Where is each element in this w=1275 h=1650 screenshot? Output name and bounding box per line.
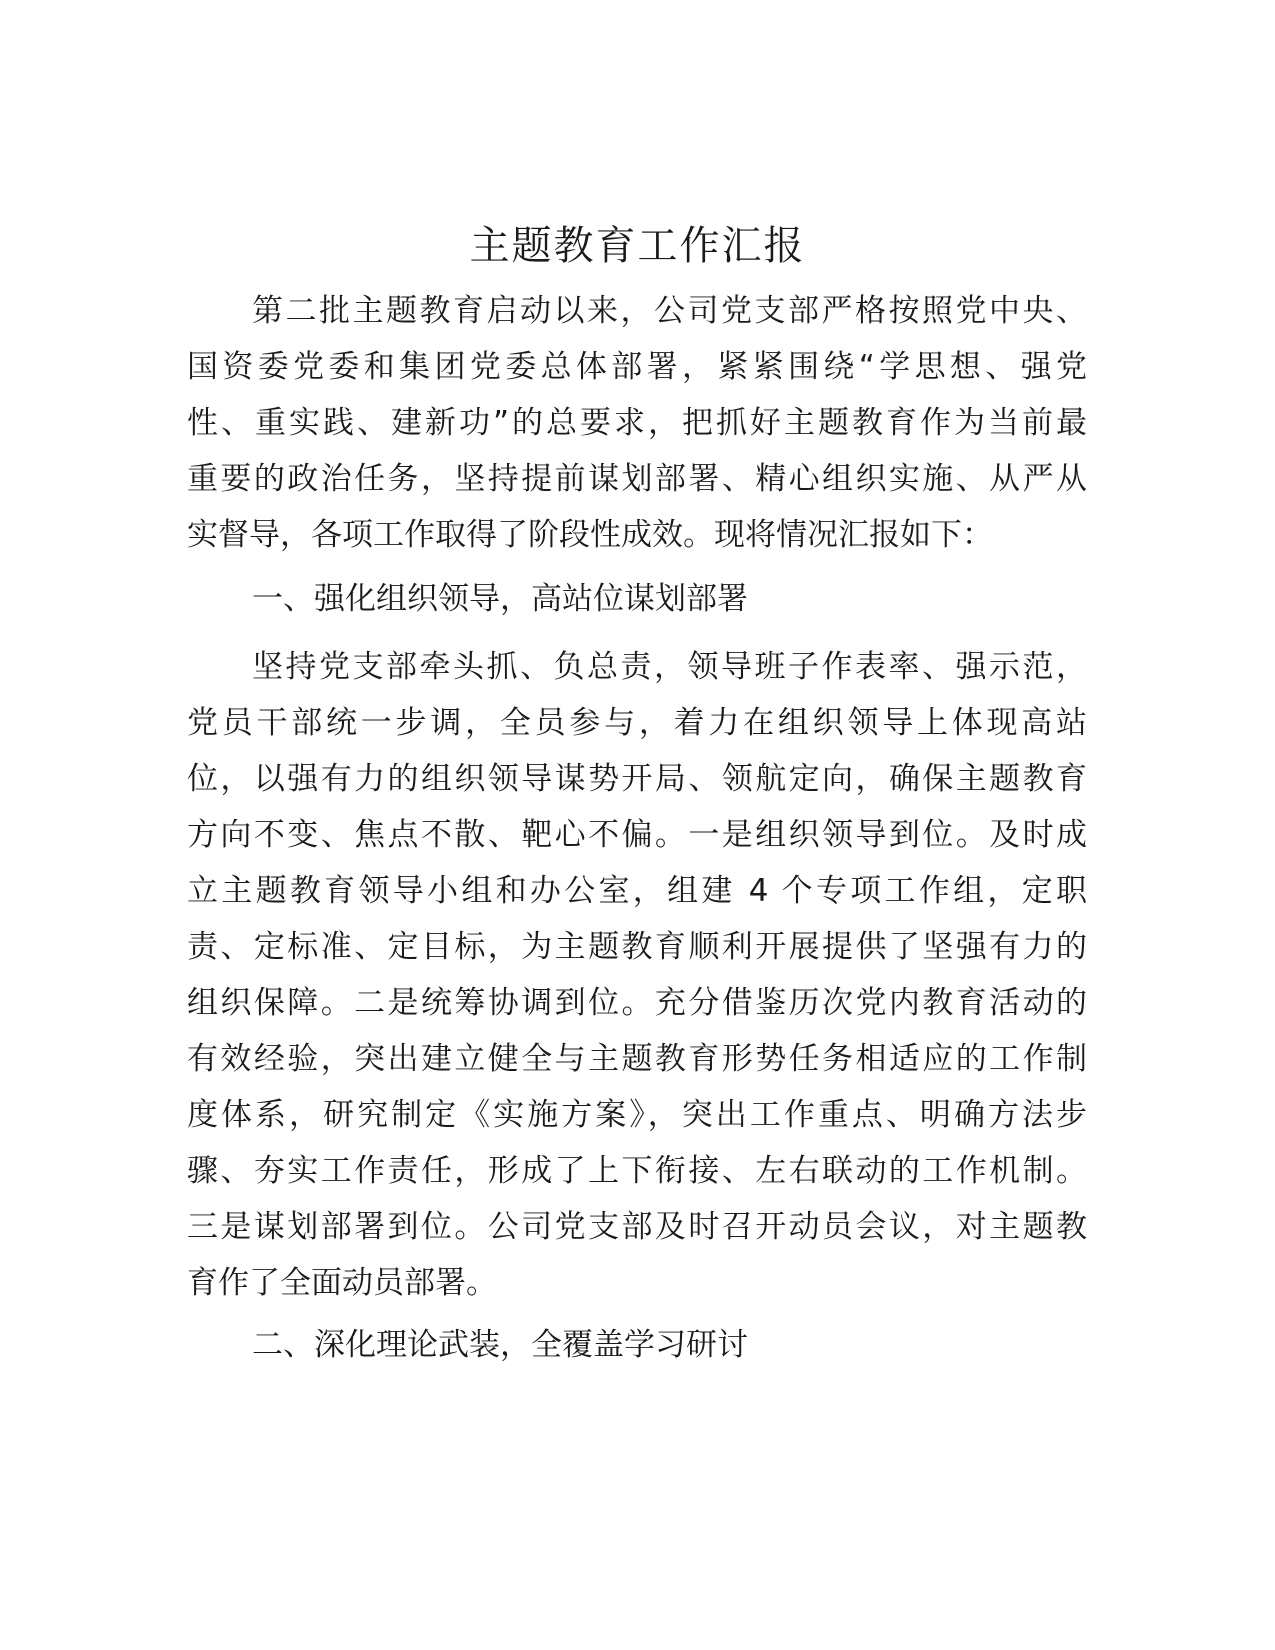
paragraph-line: 立主题教育领导小组和办公室，组建 4 个专项工作组，定职: [187, 873, 1087, 909]
paragraph-line: 性、重实践、建新功”的总要求，把抓好主题教育作为当前最: [187, 405, 1087, 441]
paragraph-line: 重要的政治任务，坚持提前谋划部署、精心组织实施、从严从: [187, 461, 1087, 497]
paragraph-line: 国资委党委和集团党委总体部署，紧紧围绕“学思想、强党: [187, 349, 1087, 385]
paragraph-line: 实督导，各项工作取得了阶段性成效。现将情况汇报如下：: [187, 517, 993, 553]
section-heading: 一、强化组织领导，高站位谋划部署: [252, 581, 748, 617]
paragraph-line: 骤、夯实工作责任，形成了上下衔接、左右联动的工作机制。: [187, 1153, 1087, 1189]
paragraph-line: 方向不变、焦点不散、靶心不偏。一是组织领导到位。及时成: [187, 817, 1087, 853]
paragraph-line: 度体系，研究制定《实施方案》，突出工作重点、明确方法步: [187, 1097, 1087, 1133]
paragraph-line: 三是谋划部署到位。公司党支部及时召开动员会议，对主题教: [187, 1209, 1087, 1245]
document-title: 主题教育工作汇报: [469, 223, 806, 269]
paragraph-line: 有效经验，突出建立健全与主题教育形势任务相适应的工作制: [187, 1041, 1087, 1077]
section-heading: 二、深化理论武装，全覆盖学习研讨: [252, 1327, 748, 1363]
paragraph-line: 坚持党支部牵头抓、负总责，领导班子作表率、强示范，: [252, 649, 1087, 685]
paragraph-line: 第二批主题教育启动以来，公司党支部严格按照党中央、: [252, 293, 1087, 329]
paragraph-line: 育作了全面动员部署。: [187, 1265, 497, 1301]
paragraph-line: 责、定标准、定目标，为主题教育顺利开展提供了坚强有力的: [187, 929, 1087, 965]
paragraph-line: 位，以强有力的组织领导谋势开局、领航定向，确保主题教育: [187, 761, 1087, 797]
paragraph-line: 组织保障。二是统筹协调到位。充分借鉴历次党内教育活动的: [187, 985, 1087, 1021]
paragraph-line: 党员干部统一步调，全员参与，着力在组织领导上体现高站: [187, 705, 1087, 741]
